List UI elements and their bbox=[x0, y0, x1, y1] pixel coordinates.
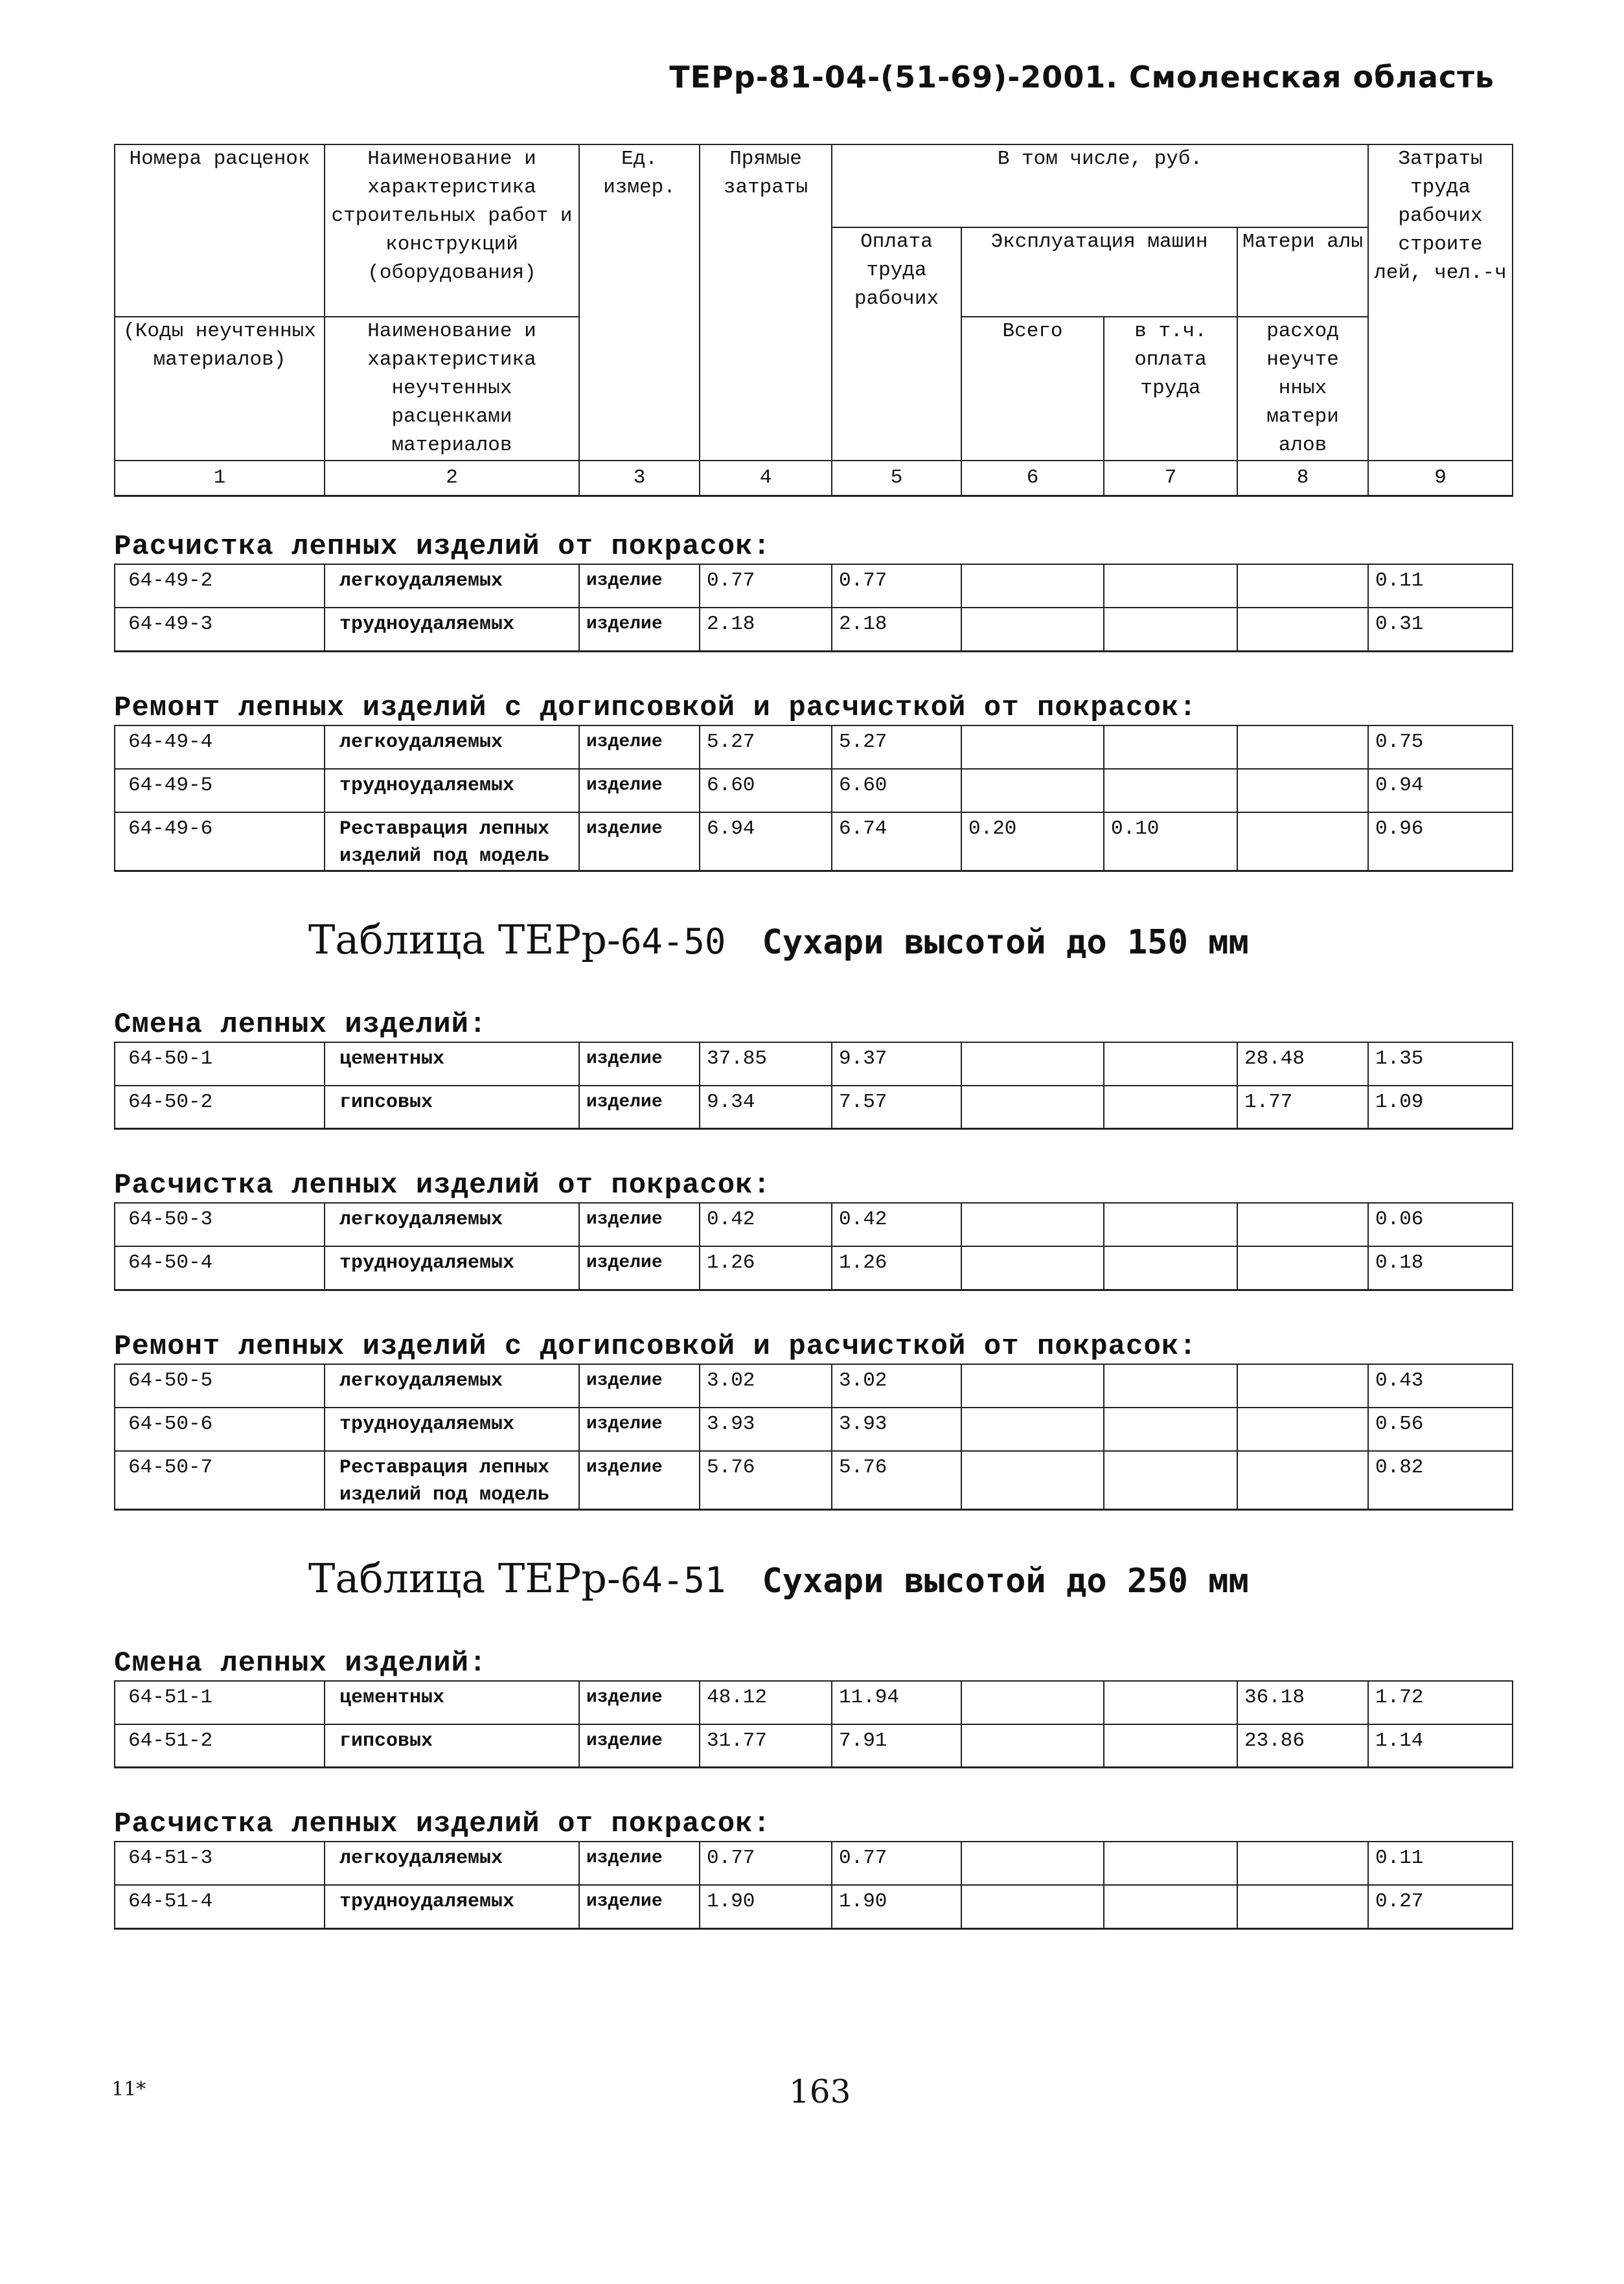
material-cost: 28.48 bbox=[1237, 1042, 1368, 1086]
machine-cost bbox=[961, 1724, 1104, 1768]
rate-code: 64-49-6 bbox=[115, 812, 325, 871]
rate-code: 64-49-5 bbox=[115, 769, 325, 812]
unit: изделие bbox=[579, 812, 700, 871]
col-number: 3 bbox=[579, 461, 700, 496]
material-cost bbox=[1237, 608, 1368, 651]
table-heading-code: 64-50 bbox=[620, 920, 726, 962]
page-number: 163 bbox=[789, 2073, 851, 2110]
price-table bbox=[114, 1841, 1513, 1930]
labor-hours: 0.75 bbox=[1368, 725, 1513, 769]
price-table bbox=[114, 725, 1513, 872]
machine-wage-cost: 0.10 bbox=[1104, 812, 1237, 871]
col-materials-usage-header: расход неучте нных матери алов bbox=[1237, 317, 1368, 461]
direct-cost: 9.34 bbox=[700, 1086, 832, 1129]
material-cost bbox=[1237, 1451, 1368, 1510]
unit: изделие bbox=[579, 725, 700, 769]
rate-code: 64-49-2 bbox=[115, 564, 325, 608]
unit: изделие bbox=[579, 1451, 700, 1510]
machine-wage-cost bbox=[1104, 1724, 1237, 1768]
machine-wage-cost bbox=[1104, 608, 1237, 651]
table-heading-description: Сухари высотой до 150 мм bbox=[762, 922, 1249, 962]
labor-hours: 1.35 bbox=[1368, 1042, 1513, 1086]
unit: изделие bbox=[579, 608, 700, 651]
work-name: трудноудаляемых bbox=[325, 1246, 579, 1290]
wage-cost: 7.57 bbox=[832, 1086, 961, 1129]
work-name: цементных bbox=[325, 1042, 579, 1086]
col-number: 4 bbox=[700, 461, 832, 496]
page-header-title: ТЕРр-81-04-(51-69)-2001. Смоленская область bbox=[669, 60, 1494, 95]
machine-wage-cost bbox=[1104, 1086, 1237, 1129]
col-number: 2 bbox=[325, 461, 579, 496]
section-title: Расчистка лепных изделий от покрасок: bbox=[114, 1169, 771, 1202]
table-heading-label: Таблица ТЕРр- bbox=[308, 1554, 621, 1602]
unit: изделие bbox=[579, 1246, 700, 1290]
labor-hours: 0.31 bbox=[1368, 608, 1513, 651]
table-row bbox=[115, 1246, 1513, 1290]
machine-cost bbox=[961, 1885, 1104, 1928]
table-heading-code: 64-51 bbox=[620, 1559, 726, 1601]
labor-hours: 1.72 bbox=[1368, 1681, 1513, 1724]
wage-cost: 3.02 bbox=[832, 1364, 961, 1408]
machine-cost bbox=[961, 1408, 1104, 1451]
machine-wage-cost bbox=[1104, 1451, 1237, 1510]
price-table bbox=[114, 1364, 1513, 1511]
rate-code: 64-50-5 bbox=[115, 1364, 325, 1408]
material-cost bbox=[1237, 1885, 1368, 1928]
table-heading-description: Сухари высотой до 250 мм bbox=[762, 1561, 1249, 1601]
column-header-table bbox=[114, 144, 1513, 497]
col-number: 6 bbox=[961, 461, 1104, 496]
col-number: 8 bbox=[1237, 461, 1368, 496]
machine-cost: 0.20 bbox=[961, 812, 1104, 871]
col-machines-header: Эксплуатация машин bbox=[961, 227, 1237, 317]
machine-wage-cost bbox=[1104, 1885, 1237, 1928]
col-number: 7 bbox=[1104, 461, 1237, 496]
material-cost: 1.77 bbox=[1237, 1086, 1368, 1129]
wage-cost: 0.77 bbox=[832, 564, 961, 608]
machine-cost bbox=[961, 608, 1104, 651]
col-number: 5 bbox=[832, 461, 961, 496]
wage-cost: 11.94 bbox=[832, 1681, 961, 1724]
work-name: гипсовых bbox=[325, 1086, 579, 1129]
table-row bbox=[115, 1885, 1513, 1928]
table-row bbox=[115, 1203, 1513, 1246]
unit: изделие bbox=[579, 1364, 700, 1408]
section-title: Смена лепных изделий: bbox=[114, 1647, 487, 1680]
col-labor-header: Затраты труда рабочих строите лей, чел.-ч bbox=[1368, 144, 1513, 461]
machine-wage-cost bbox=[1104, 769, 1237, 812]
machine-wage-cost bbox=[1104, 725, 1237, 769]
wage-cost: 1.26 bbox=[832, 1246, 961, 1290]
signature-mark: 11* bbox=[111, 2078, 146, 2101]
material-cost bbox=[1237, 769, 1368, 812]
rate-code: 64-50-7 bbox=[115, 1451, 325, 1510]
section-title: Ремонт лепных изделий с догипсовкой и расчисткой от покрасок: bbox=[114, 1330, 1197, 1363]
machine-cost bbox=[961, 1681, 1104, 1724]
rate-code: 64-49-3 bbox=[115, 608, 325, 651]
labor-hours: 0.43 bbox=[1368, 1364, 1513, 1408]
rate-code: 64-51-3 bbox=[115, 1842, 325, 1885]
table-row bbox=[115, 1086, 1513, 1129]
section-title: Смена лепных изделий: bbox=[114, 1008, 487, 1041]
unit: изделие bbox=[579, 1203, 700, 1246]
col-unit-header: Ед. измер. bbox=[579, 144, 700, 461]
labor-hours: 0.18 bbox=[1368, 1246, 1513, 1290]
machine-cost bbox=[961, 1042, 1104, 1086]
machine-cost bbox=[961, 1364, 1104, 1408]
labor-hours: 0.82 bbox=[1368, 1451, 1513, 1510]
wage-cost: 3.93 bbox=[832, 1408, 961, 1451]
work-name: легкоудаляемых bbox=[325, 1203, 579, 1246]
work-name: трудноудаляемых bbox=[325, 1885, 579, 1928]
labor-hours: 0.27 bbox=[1368, 1885, 1513, 1928]
labor-hours: 0.94 bbox=[1368, 769, 1513, 812]
machine-cost bbox=[961, 769, 1104, 812]
unit: изделие bbox=[579, 1885, 700, 1928]
material-cost bbox=[1237, 1842, 1368, 1885]
direct-cost: 5.76 bbox=[700, 1451, 832, 1510]
price-table bbox=[114, 1042, 1513, 1130]
table-heading bbox=[114, 1549, 1513, 1608]
col-unaccounted-codes-header: (Коды неучтенных материалов) bbox=[115, 317, 325, 461]
direct-cost: 0.77 bbox=[700, 1842, 832, 1885]
work-name: легкоудаляемых bbox=[325, 564, 579, 608]
rate-code: 64-51-4 bbox=[115, 1885, 325, 1928]
work-name: трудноудаляемых bbox=[325, 769, 579, 812]
price-sections bbox=[114, 530, 1513, 1969]
col-name-header: Наименование и характеристика строительных работ и конструкций (оборудования) bbox=[325, 144, 579, 317]
unit: изделие bbox=[579, 769, 700, 812]
machine-cost bbox=[961, 564, 1104, 608]
col-unaccounted-name-header: Наименование и характеристика неучтенных расценками материалов bbox=[325, 317, 579, 461]
table-row bbox=[115, 1724, 1513, 1768]
wage-cost: 1.90 bbox=[832, 1885, 961, 1928]
wage-cost: 0.42 bbox=[832, 1203, 961, 1246]
rate-code: 64-50-2 bbox=[115, 1086, 325, 1129]
direct-cost: 5.27 bbox=[700, 725, 832, 769]
wage-cost: 5.76 bbox=[832, 1451, 961, 1510]
col-group-header: В том числе, руб. bbox=[832, 144, 1368, 227]
direct-cost: 0.77 bbox=[700, 564, 832, 608]
unit: изделие bbox=[579, 1408, 700, 1451]
direct-cost: 0.42 bbox=[700, 1203, 832, 1246]
wage-cost: 5.27 bbox=[832, 725, 961, 769]
work-name: Реставрация лепных изделий под модель bbox=[325, 812, 579, 871]
table-row bbox=[115, 608, 1513, 651]
material-cost: 23.86 bbox=[1237, 1724, 1368, 1768]
col-wage-header: Оплата труда рабочих bbox=[832, 227, 961, 461]
section-title: Расчистка лепных изделий от покрасок: bbox=[114, 1808, 771, 1840]
direct-cost: 3.93 bbox=[700, 1408, 832, 1451]
direct-cost: 1.90 bbox=[700, 1885, 832, 1928]
machine-wage-cost bbox=[1104, 1042, 1237, 1086]
wage-cost: 9.37 bbox=[832, 1042, 961, 1086]
work-name: трудноудаляемых bbox=[325, 1408, 579, 1451]
machine-wage-cost bbox=[1104, 1408, 1237, 1451]
machine-cost bbox=[961, 1842, 1104, 1885]
labor-hours: 0.11 bbox=[1368, 564, 1513, 608]
table-row bbox=[115, 1042, 1513, 1086]
unit: изделие bbox=[579, 1042, 700, 1086]
table-row bbox=[115, 1364, 1513, 1408]
direct-cost: 6.94 bbox=[700, 812, 832, 871]
labor-hours: 1.14 bbox=[1368, 1724, 1513, 1768]
machine-cost bbox=[961, 725, 1104, 769]
table-row bbox=[115, 1681, 1513, 1724]
col-machines-wage-header: в т.ч. оплата труда bbox=[1104, 317, 1237, 461]
machine-cost bbox=[961, 1451, 1104, 1510]
wage-cost: 7.91 bbox=[832, 1724, 961, 1768]
price-table bbox=[114, 1680, 1513, 1769]
direct-cost: 3.02 bbox=[700, 1364, 832, 1408]
table-row bbox=[115, 1451, 1513, 1510]
col-codes-header: Номера расценок bbox=[115, 144, 325, 227]
col-number: 1 bbox=[115, 461, 325, 496]
machine-cost bbox=[961, 1086, 1104, 1129]
table-row bbox=[115, 1842, 1513, 1885]
labor-hours: 0.56 bbox=[1368, 1408, 1513, 1451]
rate-code: 64-50-3 bbox=[115, 1203, 325, 1246]
work-name: легкоудаляемых bbox=[325, 1364, 579, 1408]
section-title: Ремонт лепных изделий с догипсовкой и расчисткой от покрасок: bbox=[114, 691, 1197, 724]
work-name: трудноудаляемых bbox=[325, 608, 579, 651]
unit: изделие bbox=[579, 564, 700, 608]
machine-wage-cost bbox=[1104, 1203, 1237, 1246]
material-cost bbox=[1237, 564, 1368, 608]
work-name: Реставрация лепных изделий под модель bbox=[325, 1451, 579, 1510]
labor-hours: 1.09 bbox=[1368, 1086, 1513, 1129]
material-cost bbox=[1237, 1246, 1368, 1290]
unit: изделие bbox=[579, 1724, 700, 1768]
wage-cost: 6.60 bbox=[832, 769, 961, 812]
rate-code: 64-51-2 bbox=[115, 1724, 325, 1768]
rate-code: 64-50-4 bbox=[115, 1246, 325, 1290]
machine-wage-cost bbox=[1104, 1681, 1237, 1724]
rate-code: 64-50-1 bbox=[115, 1042, 325, 1086]
direct-cost: 6.60 bbox=[700, 769, 832, 812]
unit: изделие bbox=[579, 1086, 700, 1129]
unit: изделие bbox=[579, 1842, 700, 1885]
table-row bbox=[115, 812, 1513, 871]
col-direct-header: Прямые затраты bbox=[700, 144, 832, 461]
direct-cost: 2.18 bbox=[700, 608, 832, 651]
labor-hours: 0.06 bbox=[1368, 1203, 1513, 1246]
material-cost: 36.18 bbox=[1237, 1681, 1368, 1724]
machine-wage-cost bbox=[1104, 1246, 1237, 1290]
work-name: гипсовых bbox=[325, 1724, 579, 1768]
machine-cost bbox=[961, 1203, 1104, 1246]
price-table bbox=[114, 564, 1513, 652]
material-cost bbox=[1237, 1408, 1368, 1451]
direct-cost: 48.12 bbox=[700, 1681, 832, 1724]
col-machines-total-header: Всего bbox=[961, 317, 1104, 461]
col-materials-header: Матери алы bbox=[1237, 227, 1368, 317]
machine-wage-cost bbox=[1104, 1364, 1237, 1408]
wage-cost: 2.18 bbox=[832, 608, 961, 651]
direct-cost: 37.85 bbox=[700, 1042, 832, 1086]
work-name: легкоудаляемых bbox=[325, 1842, 579, 1885]
material-cost bbox=[1237, 725, 1368, 769]
table-row bbox=[115, 769, 1513, 812]
table-row bbox=[115, 564, 1513, 608]
machine-cost bbox=[961, 1246, 1104, 1290]
labor-hours: 0.96 bbox=[1368, 812, 1513, 871]
section-title: Расчистка лепных изделий от покрасок: bbox=[114, 531, 771, 563]
wage-cost: 0.77 bbox=[832, 1842, 961, 1885]
direct-cost: 31.77 bbox=[700, 1724, 832, 1768]
material-cost bbox=[1237, 1364, 1368, 1408]
machine-wage-cost bbox=[1104, 564, 1237, 608]
rate-code: 64-51-1 bbox=[115, 1681, 325, 1724]
labor-hours: 0.11 bbox=[1368, 1842, 1513, 1885]
direct-cost: 1.26 bbox=[700, 1246, 832, 1290]
rate-code: 64-50-6 bbox=[115, 1408, 325, 1451]
work-name: цементных bbox=[325, 1681, 579, 1724]
table-heading-label: Таблица ТЕРр- bbox=[308, 915, 621, 963]
machine-wage-cost bbox=[1104, 1842, 1237, 1885]
table-heading bbox=[114, 911, 1513, 969]
table-row bbox=[115, 1408, 1513, 1451]
table-row bbox=[115, 725, 1513, 769]
material-cost bbox=[1237, 1203, 1368, 1246]
col-number: 9 bbox=[1368, 461, 1513, 496]
material-cost bbox=[1237, 812, 1368, 871]
unit: изделие bbox=[579, 1681, 700, 1724]
work-name: легкоудаляемых bbox=[325, 725, 579, 769]
rate-code: 64-49-4 bbox=[115, 725, 325, 769]
wage-cost: 6.74 bbox=[832, 812, 961, 871]
price-table bbox=[114, 1202, 1513, 1291]
